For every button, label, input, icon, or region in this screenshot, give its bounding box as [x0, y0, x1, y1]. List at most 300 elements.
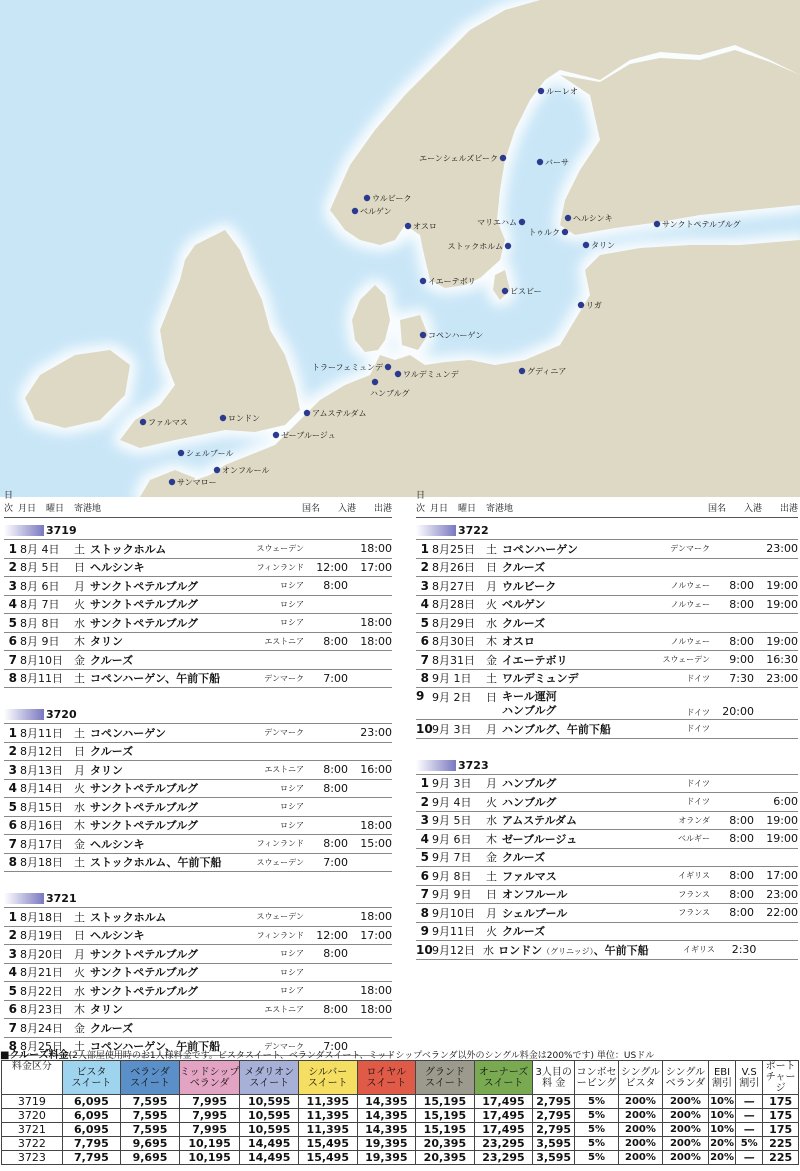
- cruise-title-bar: [4, 709, 44, 720]
- fare-header-line1: ベランダ: [130, 1066, 170, 1078]
- fare-cell: 7,595: [121, 1109, 180, 1123]
- itinerary-row: [4, 926, 392, 945]
- row-port: [502, 721, 640, 737]
- row-day: 4: [420, 597, 429, 612]
- fare-cell: 200%: [662, 1137, 708, 1151]
- fare-cell: 20,395: [416, 1151, 475, 1165]
- fare-cell: 11,395: [299, 1095, 358, 1109]
- row-port-name: ヘルシンキ: [90, 837, 145, 851]
- fare-header-line1: 3人目の: [535, 1066, 572, 1078]
- row-day: 4: [420, 831, 429, 846]
- row-port: [90, 743, 234, 759]
- row-departure: 17:00: [360, 560, 392, 574]
- fare-row: [2, 1123, 799, 1137]
- row-day: 7: [8, 652, 17, 667]
- fare-cell: 14,495: [240, 1151, 299, 1165]
- itinerary-column-left: [4, 491, 392, 1056]
- row-arrival: 7:00: [323, 671, 348, 685]
- row-date: 8月 9日: [20, 635, 60, 649]
- itinerary-row: [416, 922, 798, 941]
- fare-cell: 200%: [619, 1123, 663, 1137]
- row-day: 1: [420, 776, 429, 791]
- fare-cell: 11,395: [299, 1123, 358, 1137]
- row-country: イギリス: [678, 871, 710, 881]
- row-date: 9月 5日: [432, 814, 472, 828]
- row-country: フィンランド: [256, 930, 304, 940]
- row-weekday: 水: [74, 616, 85, 630]
- row-departure: 19:00: [766, 832, 798, 846]
- fare-header-line1: V.S: [741, 1066, 757, 1078]
- cruise-title-bar: [416, 760, 456, 771]
- fare-title-label: ■クルーズ料金: [0, 1050, 69, 1061]
- fare-cell: 7,595: [121, 1095, 180, 1109]
- row-day: 6: [420, 634, 429, 649]
- row-date: 9月11日: [432, 925, 475, 939]
- fare-header-line1: ビスタ: [76, 1066, 107, 1078]
- row-departure: 6:00: [773, 795, 798, 809]
- port-dot-stmalo: [169, 479, 175, 485]
- row-arrival: 8:00: [729, 887, 754, 901]
- header-port: 寄港地: [74, 504, 102, 514]
- row-country: ロシア: [280, 599, 304, 609]
- fare-cell: 5%: [575, 1151, 619, 1165]
- port-dot-bergen: [352, 208, 358, 214]
- row-weekday: 木: [486, 635, 497, 649]
- row-day: 8: [420, 905, 429, 920]
- row-weekday: 水: [74, 984, 85, 998]
- row-date: 9月 1日: [432, 672, 472, 686]
- itinerary-row: [4, 963, 392, 982]
- row-departure: 23:00: [360, 726, 392, 740]
- row-day: 9: [416, 689, 425, 703]
- cruise-list-left: [4, 522, 392, 1056]
- row-port-line2: ハンブルグ: [502, 703, 557, 717]
- row-day: 6: [8, 1002, 17, 1017]
- row-departure: 19:00: [766, 579, 798, 593]
- row-day: 1: [420, 541, 429, 556]
- row-weekday: 日: [486, 561, 497, 575]
- row-country: ドイツ: [686, 778, 710, 788]
- row-port: [90, 1001, 234, 1017]
- row-port-name: ストックホルム: [90, 910, 167, 924]
- fare-cell: 14,495: [240, 1137, 299, 1151]
- port-label-gdynia: グディニア: [527, 367, 567, 376]
- row-country: エストニア: [264, 1004, 304, 1014]
- fare-cell: 225: [763, 1151, 799, 1165]
- fare-cell: 14,395: [357, 1109, 416, 1123]
- fare-cell: 200%: [662, 1123, 708, 1137]
- itinerary-row: [416, 613, 798, 632]
- itinerary-row: [4, 539, 392, 558]
- header-date: 月日: [18, 504, 37, 514]
- row-date: 8月 6日: [20, 579, 60, 593]
- row-port: [502, 596, 640, 612]
- row-day: 3: [8, 762, 17, 777]
- fare-cell: 15,195: [416, 1109, 475, 1123]
- row-port: [502, 775, 640, 791]
- fare-cell: 23,295: [474, 1137, 533, 1151]
- row-port: [90, 799, 234, 815]
- itinerary-row: [4, 595, 392, 614]
- port-label-visby: ビスビー: [510, 287, 542, 296]
- port-label-vaasa: バーサ: [545, 158, 569, 167]
- row-day: 7: [8, 836, 17, 851]
- row-weekday: 水: [486, 616, 497, 630]
- row-departure: [754, 688, 798, 719]
- port-dot-stpetersburg: [654, 221, 660, 227]
- row-port: [90, 836, 234, 852]
- row-date: 9月 6日: [432, 832, 472, 846]
- row-country: ベルギー: [678, 834, 710, 844]
- fare-cell: 200%: [662, 1095, 708, 1109]
- row-country: ドイツ: [686, 797, 710, 807]
- fare-cell: 14,395: [357, 1095, 416, 1109]
- fare-cell: 23,295: [474, 1151, 533, 1165]
- fare-header-line1: シングル: [620, 1066, 661, 1078]
- row-port: [90, 780, 234, 796]
- row-country: フィンランド: [256, 839, 304, 849]
- fare-cell: 200%: [662, 1109, 708, 1123]
- row-country: スウェーデン: [256, 544, 304, 554]
- fare-header-4: [240, 1061, 299, 1095]
- row-country: フィンランド: [256, 562, 304, 572]
- fare-row: [2, 1109, 799, 1123]
- fare-header-6: [357, 1061, 416, 1095]
- row-date: 9月 2日: [432, 691, 472, 704]
- itinerary-row: [416, 903, 798, 922]
- row-day: 2: [8, 560, 17, 575]
- header-weekday: 曜日: [458, 504, 477, 514]
- row-day: 2: [420, 560, 429, 575]
- fare-header-9: [533, 1061, 575, 1095]
- fare-code: 3720: [2, 1109, 63, 1123]
- row-date: 9月 7日: [432, 851, 472, 865]
- row-weekday: 土: [74, 910, 85, 924]
- row-date: 8月12日: [20, 745, 63, 759]
- row-country: ロシア: [280, 618, 304, 628]
- row-port: [502, 633, 640, 649]
- fare-cell: 200%: [619, 1109, 663, 1123]
- port-label-zeebrugge: ゼーブルージュ: [281, 431, 336, 440]
- row-day: 2: [8, 928, 17, 943]
- row-day: 1: [8, 909, 17, 924]
- fare-header-line2: チャージ: [765, 1072, 796, 1094]
- fare-cell: 15,195: [416, 1095, 475, 1109]
- row-arrival: 8:00: [323, 781, 348, 795]
- fare-row: [2, 1095, 799, 1109]
- row-date: 8月25日: [20, 1040, 63, 1054]
- fare-section: [0, 1046, 800, 1165]
- fare-cell: 9,695: [121, 1137, 180, 1151]
- row-date: 8月15日: [20, 800, 63, 814]
- row-port: [502, 794, 640, 810]
- row-departure: 22:00: [766, 906, 798, 920]
- fare-header-line2: スイート: [366, 1077, 407, 1089]
- port-label-tallinn: タリン: [591, 241, 615, 250]
- row-day: 7: [8, 1020, 17, 1035]
- cruise-block-3721: [4, 890, 392, 1056]
- row-port-name: コペンハーゲン: [502, 542, 579, 556]
- port-label-bergen: ベルゲン: [360, 207, 392, 216]
- fare-cell: 20%: [710, 1138, 734, 1149]
- fare-cell: 10,595: [240, 1095, 299, 1109]
- row-port-name: ロンドン: [498, 943, 543, 957]
- row-country: ロシア: [280, 820, 304, 830]
- row-country: ノルウェー: [670, 599, 710, 609]
- header-departure: 出港: [373, 504, 392, 514]
- row-day: 8: [8, 855, 17, 870]
- row-port-name: クルーズ: [502, 561, 546, 575]
- row-date: 8月10日: [20, 653, 63, 667]
- fare-cell: 2,795: [533, 1095, 575, 1109]
- row-port: [90, 927, 234, 943]
- row-date: 8月 5日: [20, 561, 60, 575]
- fare-cell: 5%: [575, 1137, 619, 1151]
- itinerary-row: [4, 613, 392, 632]
- fare-code: 3721: [2, 1123, 63, 1137]
- row-port: [502, 868, 640, 884]
- fare-cell: —: [736, 1109, 763, 1123]
- row-port-name: ハンブルグ: [502, 777, 557, 791]
- fare-title: [0, 1046, 800, 1060]
- row-day: 3: [420, 813, 429, 828]
- fare-header-line2: ベランダ: [189, 1077, 230, 1089]
- itinerary-row: [4, 723, 392, 742]
- itinerary-header: [4, 491, 392, 518]
- cruise-code: 3722: [458, 524, 489, 537]
- fare-cell: 7,795: [62, 1137, 121, 1151]
- row-date: 8月29日: [432, 616, 475, 630]
- itinerary-row: [416, 940, 798, 959]
- map-svg: [0, 0, 800, 497]
- row-arrival: 7:30: [729, 671, 754, 685]
- itinerary-row: [4, 779, 392, 798]
- row-port: [502, 688, 640, 719]
- row-day: 7: [420, 652, 429, 667]
- row-date: 8月18日: [20, 856, 63, 870]
- fare-header-line2: ビスタ: [625, 1077, 656, 1089]
- header-day: 日次: [4, 491, 14, 514]
- itinerary-row: [4, 944, 392, 963]
- row-departure: 16:00: [360, 763, 392, 777]
- row-date: 9月12日: [432, 943, 475, 957]
- row-port: [502, 905, 640, 921]
- row-arrival: 8:00: [323, 837, 348, 851]
- fare-cell: 19,395: [357, 1137, 416, 1151]
- port-label-helsinki: ヘルシンキ: [573, 214, 613, 223]
- row-date: 8月28日: [432, 598, 475, 612]
- row-weekday: 月: [74, 763, 85, 777]
- row-port: [90, 817, 234, 833]
- header-country: 国名: [301, 504, 320, 514]
- fare-cell: 10%: [710, 1110, 734, 1121]
- row-port: [502, 886, 640, 902]
- fare-body: [2, 1095, 799, 1165]
- row-port: [90, 983, 234, 999]
- row-departure: 18:00: [360, 542, 392, 556]
- row-date: 8月23日: [20, 1003, 63, 1017]
- itinerary-row: [416, 719, 798, 738]
- row-port: [502, 670, 640, 686]
- fare-header-line1: シルバー: [308, 1066, 348, 1078]
- row-weekday: 水: [483, 943, 495, 957]
- cruise-block-3720: [4, 706, 392, 872]
- port-dot-travemuende: [385, 364, 391, 370]
- rows-end-line: [416, 738, 798, 739]
- row-departure: 19:00: [766, 597, 798, 611]
- row-departure: 23:00: [766, 671, 798, 685]
- port-label-riga: リガ: [586, 301, 602, 310]
- row-country: ドイツ: [686, 724, 710, 734]
- itinerary-row: [416, 669, 798, 688]
- port-label-lulea: ルーレオ: [546, 87, 578, 96]
- row-date: 9月 9日: [432, 888, 472, 902]
- itinerary-row: [416, 539, 798, 558]
- port-dot-honfleur: [214, 467, 220, 473]
- fare-cell: 7,995: [179, 1123, 240, 1137]
- port-dot-zeebrugge: [273, 432, 279, 438]
- row-country: スウェーデン: [662, 655, 710, 665]
- row-date: 8月19日: [20, 929, 63, 943]
- row-port: [90, 670, 234, 686]
- port-label-hamburg: ハンブルグ: [370, 389, 410, 398]
- port-dot-turku: [562, 229, 568, 235]
- port-dot-helsinki: [565, 215, 571, 221]
- row-port-name: ストックホルム、午前下船: [90, 856, 222, 870]
- row-departure: 23:00: [766, 887, 798, 901]
- fare-cell: 200%: [662, 1151, 708, 1165]
- row-port-name: ウルビーク: [502, 579, 557, 593]
- row-port-line1: キール運河: [502, 689, 557, 703]
- row-departure: 23:00: [766, 542, 798, 556]
- row-port: [90, 541, 234, 557]
- row-date: 9月 3日: [432, 777, 472, 791]
- row-date: 8月 7日: [20, 598, 60, 612]
- row-day: 6: [8, 818, 17, 833]
- row-date: 8月18日: [20, 910, 63, 924]
- row-port-name: クルーズ: [502, 925, 546, 939]
- cruise-list-right: [416, 522, 798, 960]
- row-country: ロシア: [280, 949, 304, 959]
- fare-header-line2: 割引: [739, 1077, 760, 1089]
- row-day: 10: [416, 942, 433, 957]
- row-weekday: 金: [74, 1021, 85, 1035]
- row-country: ノルウェー: [670, 636, 710, 646]
- cruise-title: [4, 522, 392, 539]
- row-port: [90, 615, 234, 631]
- row-date: 8月11日: [20, 726, 63, 740]
- cruise-title-bar: [4, 525, 44, 536]
- port-dot-warnemuende: [395, 371, 401, 377]
- port-label-amsterdam: アムステルダム: [312, 409, 367, 418]
- row-date: 8月31日: [432, 653, 475, 667]
- fare-cell: 175: [763, 1095, 799, 1109]
- port-dot-goteborg: [420, 278, 426, 284]
- fare-header-line2: スイート: [249, 1077, 290, 1089]
- cruise-title: [416, 522, 798, 539]
- row-port-name: アムステルダム: [502, 814, 578, 828]
- port-label-falmouth: ファルマス: [148, 418, 188, 427]
- port-dot-oernskoeldsvik: [500, 155, 506, 161]
- row-date: 9月 3日: [432, 722, 472, 736]
- row-weekday: 火: [74, 966, 85, 980]
- port-dot-tallinn: [583, 242, 589, 248]
- row-weekday: 火: [486, 598, 497, 612]
- fare-cell: 5%: [575, 1109, 619, 1123]
- row-departure: 18:00: [360, 818, 392, 832]
- port-label-mariehamn: マリエハム: [477, 218, 517, 227]
- row-departure: 16:30: [766, 653, 798, 667]
- row-day: 8: [8, 671, 17, 686]
- port-label-ulvik: ウルビーク: [372, 194, 412, 203]
- row-port: [90, 964, 234, 980]
- itinerary-row: [416, 595, 798, 614]
- row-country: デンマーク: [264, 1041, 304, 1051]
- port-dot-oslo: [405, 223, 411, 229]
- itinerary-row: [416, 792, 798, 811]
- header-arrival: 入港: [337, 504, 356, 514]
- row-country: エストニア: [264, 636, 304, 646]
- row-weekday: 月: [486, 906, 497, 920]
- row-weekday: 日: [74, 561, 85, 575]
- row-day: 1: [8, 725, 17, 740]
- row-weekday: 土: [74, 726, 85, 740]
- fare-cell: 10,195: [179, 1137, 240, 1151]
- row-day: 1: [8, 541, 17, 556]
- row-port-name: サンクトペテルブルグ: [90, 800, 199, 814]
- fare-cell: 3,595: [533, 1151, 575, 1165]
- row-weekday: 土: [486, 869, 497, 883]
- row-weekday: 月: [486, 777, 497, 791]
- port-label-goteborg: イエーテボリ: [428, 277, 476, 286]
- row-port: [502, 923, 640, 939]
- row-day: 7: [420, 887, 429, 902]
- row-arrival: 8:00: [323, 947, 348, 961]
- row-port-name: ヘルシンキ: [90, 929, 145, 943]
- row-date: 8月14日: [20, 782, 63, 796]
- rows-end-line: [416, 959, 798, 960]
- itinerary-row: [4, 797, 392, 816]
- fare-header-7: [416, 1061, 475, 1095]
- port-dot-lulea: [538, 88, 544, 94]
- port-label-warnemuende: ワルデミュンデ: [403, 370, 459, 379]
- row-weekday: 日: [74, 745, 85, 759]
- row-port-name: サンクトペテルブルグ: [90, 966, 199, 980]
- row-date: 8月17日: [20, 837, 63, 851]
- row-country: ノルウェー: [670, 581, 710, 591]
- row-weekday: 日: [74, 929, 85, 943]
- cruise-title: [4, 890, 392, 907]
- row-arrival: 7:00: [323, 855, 348, 869]
- fare-note: (2人部屋使用時のお1人様料金です。ビスタスイート、ベランダスイート、ミッドシップベランダ以外のシングル料金は200%です) 単位：USドル: [68, 1051, 655, 1061]
- port-dot-riga: [578, 302, 584, 308]
- row-arrival: 8:00: [323, 579, 348, 593]
- port-label-cherbourg: シェルブール: [186, 449, 234, 458]
- row-date: 8月21日: [20, 966, 63, 980]
- row-port: [90, 762, 234, 778]
- row-day: 8: [8, 1039, 17, 1054]
- fare-header-line1: ポート: [765, 1061, 796, 1072]
- row-port: [502, 812, 640, 828]
- fare-cell: 6,095: [62, 1109, 121, 1123]
- row-weekday: 火: [74, 782, 85, 796]
- cruise-title-bar: [4, 893, 44, 904]
- row-port-name: シェルブール: [502, 906, 568, 920]
- fare-cell: 200%: [619, 1151, 663, 1165]
- fare-code: 3719: [2, 1095, 63, 1109]
- row-port: [502, 578, 640, 594]
- row-port: [498, 942, 649, 958]
